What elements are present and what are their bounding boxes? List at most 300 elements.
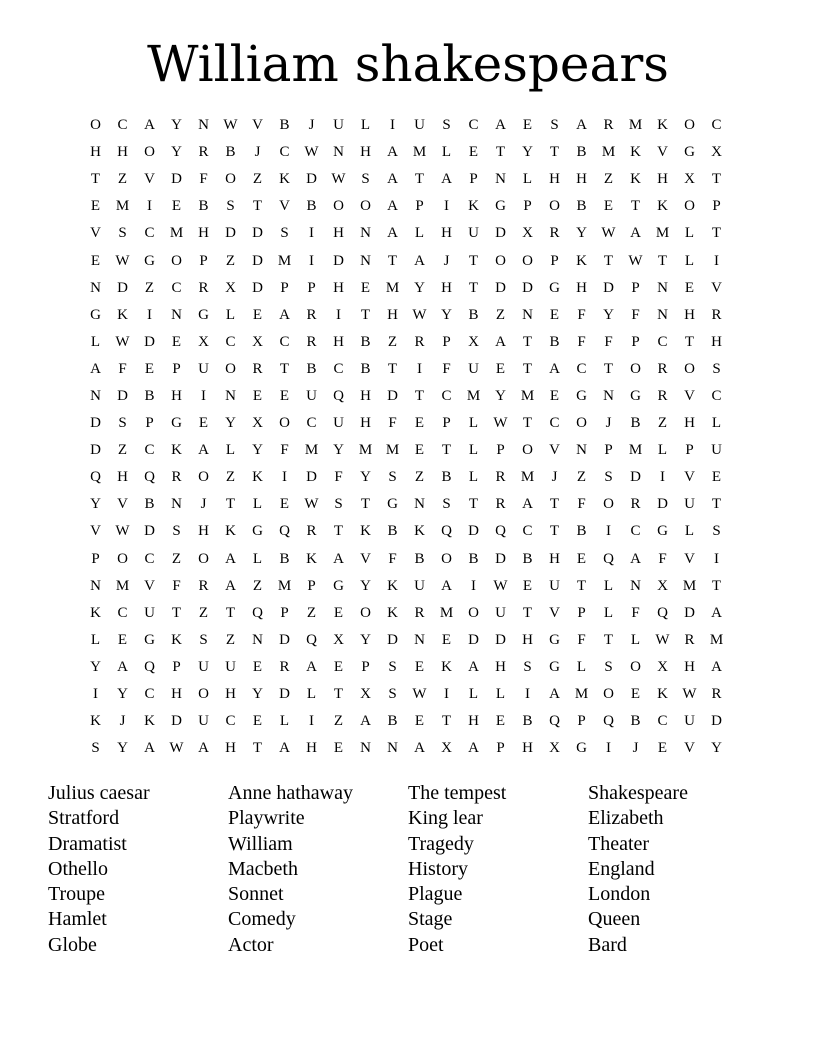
- word-column: [48, 781, 228, 958]
- grid-letter: N: [360, 225, 371, 242]
- word-item: London: [588, 883, 651, 906]
- grid-letter: P: [280, 604, 289, 621]
- grid-letter: I: [417, 360, 422, 377]
- grid-letter: E: [171, 198, 182, 215]
- grid-letter: T: [90, 171, 101, 188]
- grid-letter: U: [144, 604, 155, 621]
- grid-letter: F: [604, 333, 613, 350]
- grid-letter: Z: [198, 604, 209, 621]
- grid-letter: F: [172, 577, 181, 594]
- grid-letter: W: [115, 252, 130, 269]
- grid-letter: S: [604, 658, 613, 675]
- grid-letter: E: [414, 442, 425, 459]
- grid-letter: P: [631, 279, 640, 296]
- grid-letter: X: [711, 144, 722, 161]
- grid-letter: N: [522, 306, 533, 323]
- grid-letter: N: [90, 577, 101, 594]
- grid-letter: V: [90, 225, 101, 242]
- grid-letter: O: [684, 117, 695, 134]
- grid-letter: Q: [603, 713, 614, 730]
- word-item: Sonnet: [228, 883, 284, 906]
- grid-letter: O: [225, 171, 236, 188]
- grid-letter: X: [522, 225, 533, 242]
- grid-letter: U: [198, 713, 209, 730]
- grid-letter: L: [603, 577, 614, 594]
- grid-letter: H: [684, 658, 695, 675]
- grid-letter: G: [171, 415, 182, 432]
- grid-letter: L: [603, 604, 614, 621]
- grid-letter: Y: [252, 686, 263, 703]
- grid-letter: K: [414, 523, 425, 540]
- grid-row: [82, 220, 730, 247]
- grid-letter: W: [682, 686, 697, 703]
- grid-letter: L: [252, 550, 263, 567]
- word-item: Dramatist: [48, 832, 127, 855]
- grid-letter: O: [630, 360, 641, 377]
- word-column: [228, 781, 408, 958]
- grid-letter: E: [171, 333, 182, 350]
- grid-letter: Z: [333, 713, 344, 730]
- grid-letter: B: [468, 550, 479, 567]
- grid-letter: M: [439, 604, 454, 621]
- word-item: Shakespeare: [588, 782, 688, 804]
- grid-letter: T: [522, 360, 533, 377]
- grid-letter: J: [308, 117, 315, 134]
- grid-letter: A: [387, 198, 398, 215]
- grid-letter: V: [90, 523, 101, 540]
- grid-letter: K: [387, 577, 398, 594]
- grid-letter: S: [226, 198, 235, 215]
- grid-letter: V: [684, 387, 695, 404]
- grid-letter: I: [714, 252, 719, 269]
- grid-letter: C: [333, 360, 344, 377]
- grid-letter: A: [144, 740, 155, 757]
- grid-letter: M: [385, 279, 400, 296]
- grid-letter: P: [712, 198, 721, 215]
- grid-letter: Z: [225, 631, 236, 648]
- grid-letter: M: [520, 469, 535, 486]
- grid-letter: M: [628, 442, 643, 459]
- grid-letter: Z: [171, 550, 182, 567]
- grid-letter: P: [496, 442, 505, 459]
- grid-letter: Q: [603, 550, 614, 567]
- grid-letter: K: [171, 631, 182, 648]
- grid-letter: V: [657, 144, 668, 161]
- grid-letter: H: [198, 523, 209, 540]
- grid-letter: E: [360, 279, 371, 296]
- grid-letter: N: [414, 631, 425, 648]
- grid-letter: N: [171, 306, 182, 323]
- grid-letter: G: [144, 252, 155, 269]
- grid-letter: A: [441, 171, 452, 188]
- grid-letter: W: [115, 333, 130, 350]
- grid-letter: Z: [117, 442, 128, 459]
- grid-letter: K: [90, 713, 101, 730]
- grid-letter: E: [495, 360, 506, 377]
- grid-letter: E: [414, 713, 425, 730]
- grid-letter: U: [333, 117, 344, 134]
- grid-letter: V: [684, 550, 695, 567]
- grid-letter: J: [254, 144, 261, 161]
- grid-letter: T: [711, 496, 722, 513]
- grid-letter: E: [603, 198, 614, 215]
- grid-letter: T: [522, 415, 533, 432]
- grid-letter: R: [711, 686, 722, 703]
- grid-letter: R: [657, 387, 668, 404]
- grid-letter: D: [387, 631, 398, 648]
- grid-letter: G: [657, 523, 668, 540]
- grid-letter: P: [469, 171, 478, 188]
- grid-letter: Y: [117, 686, 128, 703]
- grid-letter: D: [603, 279, 614, 296]
- grid-letter: F: [658, 550, 667, 567]
- grid-letter: G: [576, 387, 587, 404]
- grid-letter: G: [549, 658, 560, 675]
- grid-letter: E: [144, 360, 155, 377]
- word-item: England: [588, 857, 655, 880]
- word-item: Theater: [588, 832, 650, 855]
- grid-letter: V: [549, 604, 560, 621]
- grid-letter: O: [684, 198, 695, 215]
- grid-letter: O: [198, 686, 209, 703]
- grid-letter: R: [657, 360, 668, 377]
- grid-letter: M: [628, 117, 643, 134]
- grid-letter: W: [493, 577, 508, 594]
- grid-letter: Y: [441, 306, 452, 323]
- grid-letter: D: [306, 469, 317, 486]
- grid-letter: M: [709, 631, 724, 648]
- grid-letter: P: [550, 252, 559, 269]
- grid-letter: V: [144, 577, 155, 594]
- grid-letter: R: [279, 658, 290, 675]
- grid-letter: B: [468, 306, 479, 323]
- grid-letter: F: [577, 333, 586, 350]
- grid-letter: P: [307, 279, 316, 296]
- grid-letter: B: [549, 333, 560, 350]
- grid-letter: F: [118, 360, 127, 377]
- grid-letter: P: [91, 550, 100, 567]
- grid-letter: V: [252, 117, 263, 134]
- grid-letter: K: [630, 144, 641, 161]
- grid-letter: D: [279, 686, 290, 703]
- grid-letter: M: [385, 442, 400, 459]
- grid-letter: S: [604, 469, 613, 486]
- grid-letter: C: [522, 523, 533, 540]
- grid-letter: T: [603, 360, 614, 377]
- grid-letter: E: [252, 387, 263, 404]
- grid-letter: D: [252, 279, 263, 296]
- grid-row: [82, 112, 730, 139]
- grid-letter: O: [279, 415, 290, 432]
- grid-letter: Y: [252, 442, 263, 459]
- grid-letter: E: [198, 415, 209, 432]
- grid-letter: B: [279, 550, 290, 567]
- grid-letter: W: [655, 631, 670, 648]
- grid-letter: O: [144, 144, 155, 161]
- grid-letter: Y: [171, 117, 182, 134]
- grid-letter: R: [171, 469, 182, 486]
- grid-letter: D: [387, 387, 398, 404]
- grid-letter: H: [225, 740, 236, 757]
- grid-letter: K: [171, 442, 182, 459]
- grid-letter: B: [306, 360, 317, 377]
- grid-letter: H: [360, 387, 371, 404]
- grid-letter: D: [171, 713, 182, 730]
- grid-letter: Y: [360, 577, 371, 594]
- grid-letter: C: [225, 713, 236, 730]
- word-item: Comedy: [228, 908, 296, 931]
- grid-letter: G: [549, 631, 560, 648]
- grid-letter: K: [657, 686, 668, 703]
- grid-letter: U: [198, 360, 209, 377]
- word-item: Tragedy: [408, 832, 474, 855]
- grid-letter: S: [712, 360, 721, 377]
- grid-letter: B: [144, 496, 155, 513]
- grid-letter: H: [684, 306, 695, 323]
- grid-letter: E: [279, 387, 290, 404]
- grid-letter: I: [606, 740, 611, 757]
- grid-letter: W: [493, 415, 508, 432]
- grid-letter: J: [551, 469, 558, 486]
- grid-letter: A: [441, 577, 452, 594]
- grid-letter: E: [279, 496, 290, 513]
- grid-letter: T: [603, 631, 614, 648]
- grid-letter: G: [576, 740, 587, 757]
- grid-letter: F: [199, 171, 208, 188]
- grid-letter: B: [630, 713, 641, 730]
- grid-letter: Z: [306, 604, 317, 621]
- grid-letter: M: [574, 686, 589, 703]
- grid-letter: O: [468, 604, 479, 621]
- grid-letter: N: [414, 496, 425, 513]
- grid-letter: N: [576, 442, 587, 459]
- grid-letter: R: [414, 604, 425, 621]
- grid-letter: E: [441, 631, 452, 648]
- grid-letter: O: [360, 198, 371, 215]
- grid-letter: E: [333, 740, 344, 757]
- grid-letter: N: [252, 631, 263, 648]
- grid-letter: A: [198, 740, 209, 757]
- grid-letter: L: [630, 631, 641, 648]
- grid-letter: D: [306, 171, 317, 188]
- grid-letter: H: [711, 333, 722, 350]
- grid-letter: V: [144, 171, 155, 188]
- grid-letter: K: [630, 171, 641, 188]
- grid-letter: E: [252, 658, 263, 675]
- grid-letter: K: [144, 713, 155, 730]
- grid-letter: M: [169, 225, 184, 242]
- grid-letter: C: [144, 550, 155, 567]
- grid-letter: I: [147, 198, 152, 215]
- grid-letter: Y: [171, 144, 182, 161]
- grid-letter: S: [523, 658, 532, 675]
- grid-letter: V: [684, 740, 695, 757]
- grid-letter: O: [171, 252, 182, 269]
- grid-letter: F: [388, 550, 397, 567]
- grid-letter: C: [144, 686, 155, 703]
- grid-letter: Q: [441, 523, 452, 540]
- word-search-grid: [82, 112, 730, 762]
- grid-letter: T: [441, 713, 452, 730]
- grid-letter: C: [144, 225, 155, 242]
- grid-letter: T: [495, 144, 506, 161]
- grid-letter: L: [657, 442, 668, 459]
- grid-letter: L: [441, 144, 452, 161]
- grid-letter: C: [711, 117, 722, 134]
- grid-letter: U: [468, 360, 479, 377]
- grid-letter: J: [200, 496, 207, 513]
- grid-letter: P: [415, 198, 424, 215]
- grid-letter: P: [361, 658, 370, 675]
- grid-letter: Q: [144, 469, 155, 486]
- grid-letter: Y: [522, 144, 533, 161]
- grid-letter: L: [468, 686, 479, 703]
- grid-letter: X: [684, 171, 695, 188]
- grid-letter: T: [333, 686, 344, 703]
- grid-letter: D: [495, 279, 506, 296]
- grid-letter: V: [360, 550, 371, 567]
- word-item: History: [408, 857, 468, 880]
- grid-letter: S: [442, 496, 451, 513]
- grid-letter: A: [711, 604, 722, 621]
- grid-letter: Y: [90, 496, 101, 513]
- grid-letter: I: [444, 198, 449, 215]
- grid-letter: S: [388, 469, 397, 486]
- grid-letter: H: [576, 171, 587, 188]
- grid-row: [82, 437, 730, 464]
- grid-letter: G: [387, 496, 398, 513]
- grid-letter: M: [115, 198, 130, 215]
- grid-letter: N: [90, 279, 101, 296]
- grid-letter: W: [412, 686, 427, 703]
- grid-letter: W: [169, 740, 184, 757]
- grid-letter: A: [360, 713, 371, 730]
- grid-letter: T: [387, 252, 398, 269]
- grid-letter: M: [601, 144, 616, 161]
- grid-row: [82, 735, 730, 762]
- grid-letter: H: [171, 686, 182, 703]
- word-item: Globe: [48, 933, 97, 956]
- grid-letter: Z: [117, 171, 128, 188]
- word-item: Plague: [408, 883, 463, 906]
- grid-letter: T: [414, 387, 425, 404]
- grid-letter: W: [304, 144, 319, 161]
- grid-letter: C: [441, 387, 452, 404]
- grid-letter: I: [201, 387, 206, 404]
- grid-letter: Y: [360, 469, 371, 486]
- grid-letter: E: [522, 577, 533, 594]
- grid-letter: H: [171, 387, 182, 404]
- grid-letter: T: [684, 333, 695, 350]
- grid-letter: E: [549, 306, 560, 323]
- grid-letter: W: [223, 117, 238, 134]
- grid-letter: N: [171, 496, 182, 513]
- grid-letter: S: [442, 117, 451, 134]
- grid-letter: I: [309, 225, 314, 242]
- grid-letter: L: [468, 442, 479, 459]
- grid-letter: S: [388, 686, 397, 703]
- grid-letter: V: [117, 496, 128, 513]
- grid-letter: I: [444, 686, 449, 703]
- grid-letter: B: [225, 144, 236, 161]
- grid-row: [82, 627, 730, 654]
- grid-letter: A: [495, 333, 506, 350]
- grid-letter: T: [333, 523, 344, 540]
- grid-letter: Y: [333, 442, 344, 459]
- grid-letter: A: [468, 740, 479, 757]
- grid-letter: H: [360, 415, 371, 432]
- grid-letter: E: [576, 550, 587, 567]
- grid-letter: I: [660, 469, 665, 486]
- word-item: Troupe: [48, 883, 106, 906]
- grid-letter: L: [279, 713, 290, 730]
- grid-letter: I: [309, 252, 314, 269]
- grid-letter: A: [387, 171, 398, 188]
- grid-letter: T: [225, 496, 236, 513]
- word-item: Poet: [408, 933, 444, 956]
- grid-letter: M: [277, 577, 292, 594]
- grid-letter: H: [90, 144, 101, 161]
- grid-letter: A: [522, 496, 533, 513]
- grid-letter: M: [304, 442, 319, 459]
- grid-row: [82, 193, 730, 220]
- grid-letter: J: [119, 713, 126, 730]
- grid-letter: W: [601, 225, 616, 242]
- grid-row: [82, 464, 730, 491]
- grid-letter: Q: [657, 604, 668, 621]
- grid-letter: M: [655, 225, 670, 242]
- grid-letter: P: [577, 713, 586, 730]
- grid-letter: W: [628, 252, 643, 269]
- word-item: Bard: [588, 933, 627, 956]
- grid-letter: E: [522, 117, 533, 134]
- grid-letter: C: [630, 523, 641, 540]
- grid-letter: R: [306, 306, 317, 323]
- word-item: Stage: [408, 908, 453, 931]
- grid-letter: M: [115, 577, 130, 594]
- grid-letter: Z: [144, 279, 155, 296]
- grid-letter: L: [684, 225, 695, 242]
- grid-letter: M: [277, 252, 292, 269]
- word-item: Julius caesar: [48, 782, 150, 804]
- grid-letter: R: [495, 469, 506, 486]
- grid-letter: I: [336, 306, 341, 323]
- grid-letter: D: [252, 252, 263, 269]
- grid-row: [82, 654, 730, 681]
- grid-letter: X: [657, 658, 668, 675]
- grid-letter: C: [279, 333, 290, 350]
- grid-letter: P: [577, 604, 586, 621]
- grid-letter: D: [171, 171, 182, 188]
- grid-letter: U: [549, 577, 560, 594]
- grid-letter: K: [117, 306, 128, 323]
- grid-letter: S: [550, 117, 559, 134]
- grid-row: [82, 139, 730, 166]
- grid-letter: E: [495, 713, 506, 730]
- grid-letter: R: [198, 144, 209, 161]
- grid-letter: D: [684, 604, 695, 621]
- grid-letter: H: [684, 415, 695, 432]
- grid-letter: N: [360, 252, 371, 269]
- grid-letter: C: [576, 360, 587, 377]
- grid-letter: K: [90, 604, 101, 621]
- grid-letter: O: [522, 252, 533, 269]
- grid-letter: A: [387, 225, 398, 242]
- grid-letter: B: [522, 550, 533, 567]
- grid-letter: S: [712, 523, 721, 540]
- grid-letter: E: [711, 469, 722, 486]
- grid-letter: L: [225, 442, 236, 459]
